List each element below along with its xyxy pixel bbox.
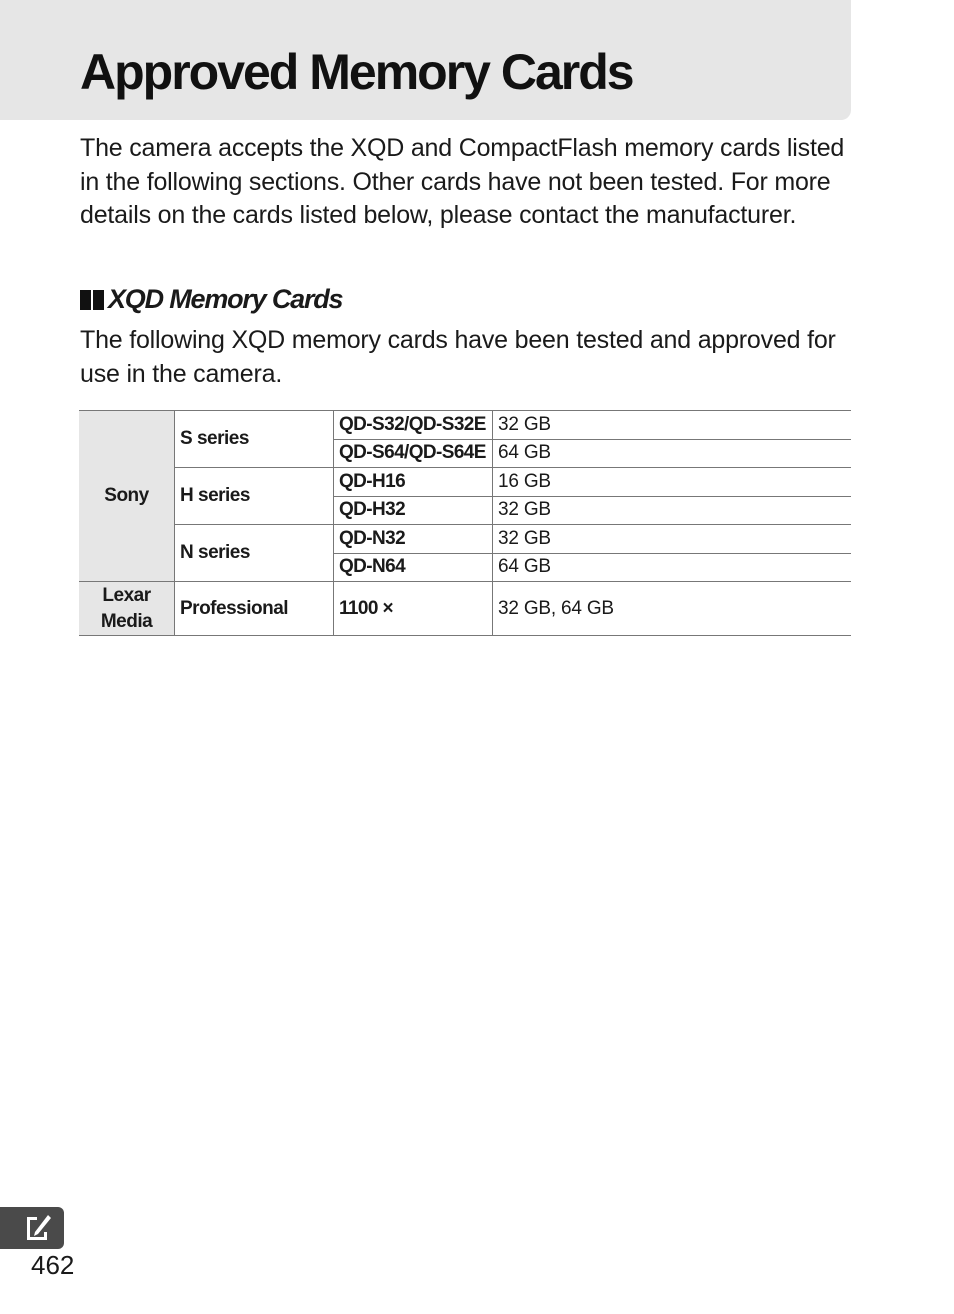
model-cell: QD-N32	[334, 525, 493, 554]
brand-line: Media	[100, 610, 153, 632]
model-cell: 1100 ×	[334, 582, 493, 636]
model-cell: QD-H16	[334, 468, 493, 497]
model-cell: QD-H32	[334, 496, 493, 525]
table-row	[79, 525, 851, 554]
page-title: Approved Memory Cards	[80, 44, 633, 100]
page-number: 462	[31, 1250, 75, 1280]
capacity-cell: 16 GB	[493, 468, 852, 497]
title-band	[0, 0, 851, 120]
capacity-cell: 64 GB	[493, 553, 852, 582]
capacity-cell: 32 GB	[493, 525, 852, 554]
series-cell-s: S series	[175, 411, 334, 468]
series-cell-h: H series	[175, 468, 334, 525]
intro-paragraph: The camera accepts the XQD and CompactFlash memory cards listed in the following sections. Other cards have not been tested. For more details on the cards listed below, please contact the manufacturer.	[80, 134, 845, 229]
capacity-cell: 32 GB	[493, 411, 852, 440]
capacity-cell: 32 GB	[493, 496, 852, 525]
table-row	[79, 411, 851, 440]
xqd-cards-table	[79, 410, 851, 636]
series-cell-n: N series	[175, 525, 334, 582]
capacity-cell: 64 GB	[493, 439, 852, 468]
brand-cell-sony: Sony	[79, 411, 175, 582]
brand-cell-lexar	[79, 582, 175, 636]
section-heading	[80, 284, 342, 315]
notes-tab[interactable]	[0, 1207, 64, 1249]
model-cell: QD-S64/QD-S64E	[334, 439, 493, 468]
section-marker-icon	[80, 290, 104, 310]
brand-line: Lexar	[102, 584, 151, 606]
section-description: The following XQD memory cards have been tested and approved for use in the camera.	[80, 326, 836, 388]
capacity-cell: 32 GB, 64 GB	[493, 582, 852, 636]
notes-pencil-icon	[24, 1213, 52, 1243]
model-cell: QD-S32/QD-S32E	[334, 411, 493, 440]
table-row	[79, 582, 851, 636]
table-row	[79, 468, 851, 497]
series-cell-professional: Professional	[175, 582, 334, 636]
model-cell: QD-N64	[334, 553, 493, 582]
section-heading-text: XQD Memory Cards	[108, 284, 343, 314]
